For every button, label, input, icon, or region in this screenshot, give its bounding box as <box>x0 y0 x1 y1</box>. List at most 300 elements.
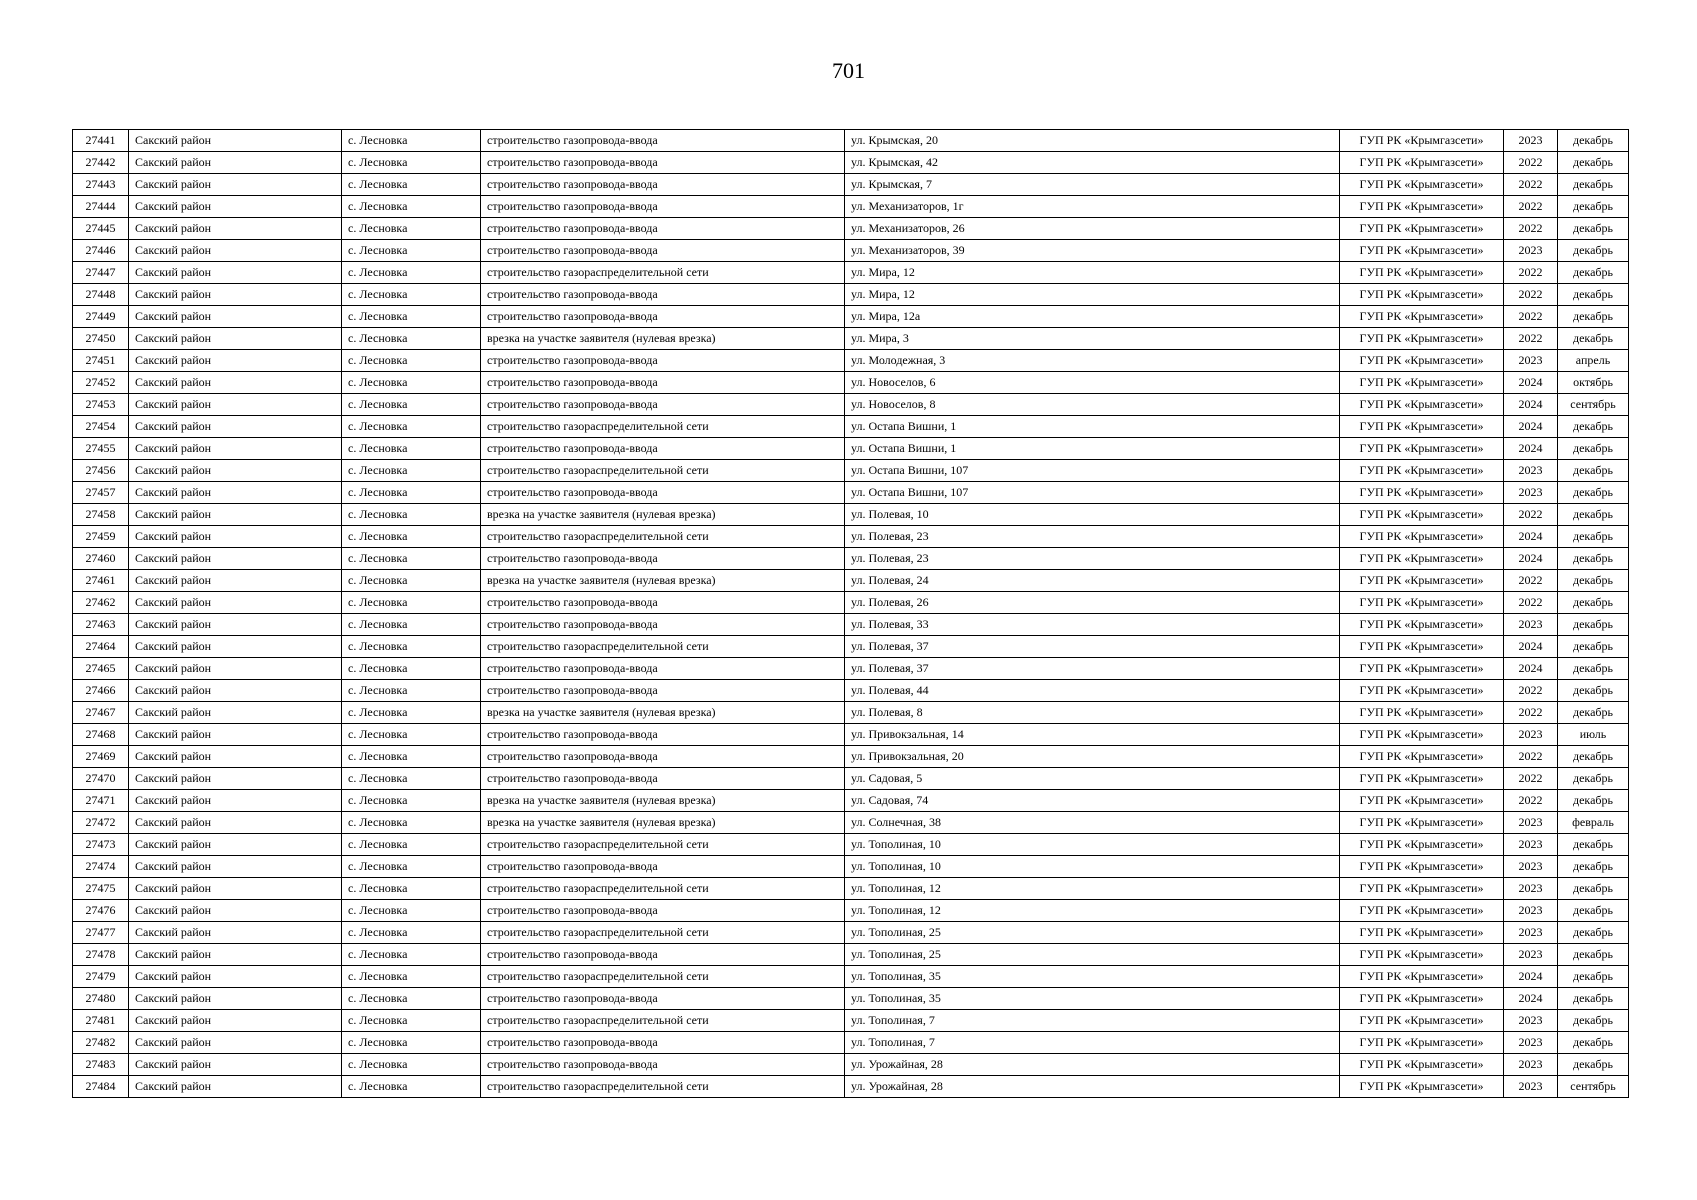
cell-district: Сакский район <box>129 768 342 790</box>
cell-organization: ГУП РК «Крымгазсети» <box>1340 1076 1504 1098</box>
cell-month: февраль <box>1558 812 1629 834</box>
cell-organization: ГУП РК «Крымгазсети» <box>1340 812 1504 834</box>
cell-address: ул. Урожайная, 28 <box>845 1076 1340 1098</box>
cell-record-number: 27475 <box>73 878 129 900</box>
cell-record-number: 27443 <box>73 174 129 196</box>
cell-district: Сакский район <box>129 702 342 724</box>
table-row <box>73 306 1629 328</box>
cell-district: Сакский район <box>129 680 342 702</box>
cell-record-number: 27463 <box>73 614 129 636</box>
table-row <box>73 1076 1629 1098</box>
cell-district: Сакский район <box>129 262 342 284</box>
cell-settlement: с. Лесновка <box>342 526 481 548</box>
cell-settlement: с. Лесновка <box>342 218 481 240</box>
cell-work-type: строительство газопровода-ввода <box>481 130 845 152</box>
cell-settlement: с. Лесновка <box>342 834 481 856</box>
cell-settlement: с. Лесновка <box>342 570 481 592</box>
table-row <box>73 328 1629 350</box>
cell-month: декабрь <box>1558 240 1629 262</box>
cell-record-number: 27483 <box>73 1054 129 1076</box>
cell-work-type: строительство газопровода-ввода <box>481 768 845 790</box>
cell-year: 2024 <box>1504 966 1558 988</box>
cell-district: Сакский район <box>129 284 342 306</box>
cell-district: Сакский район <box>129 1010 342 1032</box>
table-row <box>73 658 1629 680</box>
cell-address: ул. Мира, 3 <box>845 328 1340 350</box>
cell-settlement: с. Лесновка <box>342 922 481 944</box>
cell-organization: ГУП РК «Крымгазсети» <box>1340 988 1504 1010</box>
cell-settlement: с. Лесновка <box>342 482 481 504</box>
cell-address: ул. Новоселов, 8 <box>845 394 1340 416</box>
table-row <box>73 196 1629 218</box>
cell-settlement: с. Лесновка <box>342 1010 481 1032</box>
cell-month: сентябрь <box>1558 394 1629 416</box>
cell-settlement: с. Лесновка <box>342 878 481 900</box>
cell-address: ул. Тополиная, 25 <box>845 922 1340 944</box>
cell-month: декабрь <box>1558 1010 1629 1032</box>
cell-year: 2024 <box>1504 548 1558 570</box>
cell-year: 2022 <box>1504 570 1558 592</box>
cell-organization: ГУП РК «Крымгазсети» <box>1340 284 1504 306</box>
cell-month: декабрь <box>1558 856 1629 878</box>
cell-record-number: 27471 <box>73 790 129 812</box>
cell-organization: ГУП РК «Крымгазсети» <box>1340 790 1504 812</box>
cell-organization: ГУП РК «Крымгазсети» <box>1340 746 1504 768</box>
cell-record-number: 27449 <box>73 306 129 328</box>
cell-work-type: строительство газопровода-ввода <box>481 306 845 328</box>
cell-settlement: с. Лесновка <box>342 130 481 152</box>
cell-work-type: строительство газопровода-ввода <box>481 174 845 196</box>
cell-year: 2024 <box>1504 438 1558 460</box>
cell-address: ул. Мира, 12а <box>845 306 1340 328</box>
cell-work-type: строительство газораспределительной сети <box>481 1010 845 1032</box>
cell-month: декабрь <box>1558 900 1629 922</box>
cell-record-number: 27456 <box>73 460 129 482</box>
cell-month: декабрь <box>1558 658 1629 680</box>
cell-record-number: 27467 <box>73 702 129 724</box>
table-row <box>73 416 1629 438</box>
cell-month: декабрь <box>1558 570 1629 592</box>
cell-address: ул. Полевая, 26 <box>845 592 1340 614</box>
cell-organization: ГУП РК «Крымгазсети» <box>1340 592 1504 614</box>
cell-address: ул. Остапа Вишни, 1 <box>845 438 1340 460</box>
cell-work-type: врезка на участке заявителя (нулевая врезка) <box>481 570 845 592</box>
cell-record-number: 27448 <box>73 284 129 306</box>
cell-record-number: 27460 <box>73 548 129 570</box>
cell-settlement: с. Лесновка <box>342 966 481 988</box>
cell-address: ул. Крымская, 7 <box>845 174 1340 196</box>
table-row <box>73 724 1629 746</box>
cell-organization: ГУП РК «Крымгазсети» <box>1340 680 1504 702</box>
cell-work-type: врезка на участке заявителя (нулевая врезка) <box>481 702 845 724</box>
table-row <box>73 460 1629 482</box>
table-row <box>73 504 1629 526</box>
cell-organization: ГУП РК «Крымгазсети» <box>1340 548 1504 570</box>
cell-work-type: строительство газопровода-ввода <box>481 614 845 636</box>
cell-organization: ГУП РК «Крымгазсети» <box>1340 262 1504 284</box>
cell-district: Сакский район <box>129 1032 342 1054</box>
cell-district: Сакский район <box>129 218 342 240</box>
cell-work-type: строительство газопровода-ввода <box>481 196 845 218</box>
cell-organization: ГУП РК «Крымгазсети» <box>1340 944 1504 966</box>
cell-record-number: 27466 <box>73 680 129 702</box>
cell-work-type: строительство газопровода-ввода <box>481 152 845 174</box>
cell-record-number: 27477 <box>73 922 129 944</box>
cell-organization: ГУП РК «Крымгазсети» <box>1340 526 1504 548</box>
cell-year: 2023 <box>1504 130 1558 152</box>
cell-district: Сакский район <box>129 570 342 592</box>
cell-settlement: с. Лесновка <box>342 702 481 724</box>
table-row <box>73 350 1629 372</box>
cell-record-number: 27446 <box>73 240 129 262</box>
cell-year: 2022 <box>1504 768 1558 790</box>
cell-year: 2022 <box>1504 504 1558 526</box>
cell-work-type: строительство газопровода-ввода <box>481 658 845 680</box>
cell-address: ул. Тополиная, 25 <box>845 944 1340 966</box>
table-row <box>73 636 1629 658</box>
cell-record-number: 27476 <box>73 900 129 922</box>
cell-month: декабрь <box>1558 482 1629 504</box>
cell-record-number: 27472 <box>73 812 129 834</box>
cell-month: апрель <box>1558 350 1629 372</box>
cell-organization: ГУП РК «Крымгазсети» <box>1340 438 1504 460</box>
table-row <box>73 680 1629 702</box>
cell-district: Сакский район <box>129 900 342 922</box>
cell-address: ул. Остапа Вишни, 107 <box>845 460 1340 482</box>
cell-record-number: 27444 <box>73 196 129 218</box>
cell-year: 2023 <box>1504 240 1558 262</box>
cell-month: декабрь <box>1558 702 1629 724</box>
cell-work-type: врезка на участке заявителя (нулевая врезка) <box>481 812 845 834</box>
cell-organization: ГУП РК «Крымгазсети» <box>1340 152 1504 174</box>
cell-settlement: с. Лесновка <box>342 416 481 438</box>
cell-address: ул. Тополиная, 10 <box>845 856 1340 878</box>
cell-district: Сакский район <box>129 482 342 504</box>
cell-address: ул. Механизаторов, 26 <box>845 218 1340 240</box>
table-row <box>73 1054 1629 1076</box>
cell-organization: ГУП РК «Крымгазсети» <box>1340 372 1504 394</box>
cell-month: декабрь <box>1558 1054 1629 1076</box>
cell-month: декабрь <box>1558 834 1629 856</box>
table-row <box>73 790 1629 812</box>
cell-address: ул. Мира, 12 <box>845 262 1340 284</box>
cell-district: Сакский район <box>129 878 342 900</box>
cell-work-type: строительство газопровода-ввода <box>481 592 845 614</box>
table-row <box>73 834 1629 856</box>
cell-organization: ГУП РК «Крымгазсети» <box>1340 878 1504 900</box>
cell-month: декабрь <box>1558 966 1629 988</box>
cell-year: 2024 <box>1504 658 1558 680</box>
cell-settlement: с. Лесновка <box>342 262 481 284</box>
cell-district: Сакский район <box>129 306 342 328</box>
cell-record-number: 27458 <box>73 504 129 526</box>
cell-organization: ГУП РК «Крымгазсети» <box>1340 768 1504 790</box>
cell-work-type: строительство газопровода-ввода <box>481 1054 845 1076</box>
cell-district: Сакский район <box>129 724 342 746</box>
cell-year: 2022 <box>1504 592 1558 614</box>
cell-settlement: с. Лесновка <box>342 592 481 614</box>
cell-year: 2023 <box>1504 900 1558 922</box>
table-row <box>73 130 1629 152</box>
cell-district: Сакский район <box>129 922 342 944</box>
cell-address: ул. Тополиная, 35 <box>845 988 1340 1010</box>
cell-work-type: строительство газораспределительной сети <box>481 526 845 548</box>
cell-year: 2023 <box>1504 878 1558 900</box>
cell-year: 2022 <box>1504 174 1558 196</box>
cell-year: 2024 <box>1504 988 1558 1010</box>
cell-address: ул. Солнечная, 38 <box>845 812 1340 834</box>
cell-organization: ГУП РК «Крымгазсети» <box>1340 130 1504 152</box>
cell-district: Сакский район <box>129 548 342 570</box>
cell-record-number: 27482 <box>73 1032 129 1054</box>
cell-month: июль <box>1558 724 1629 746</box>
cell-month: декабрь <box>1558 548 1629 570</box>
cell-record-number: 27478 <box>73 944 129 966</box>
cell-year: 2022 <box>1504 306 1558 328</box>
cell-address: ул. Полевая, 10 <box>845 504 1340 526</box>
cell-record-number: 27459 <box>73 526 129 548</box>
cell-district: Сакский район <box>129 394 342 416</box>
cell-settlement: с. Лесновка <box>342 504 481 526</box>
table-row <box>73 548 1629 570</box>
cell-address: ул. Привокзальная, 14 <box>845 724 1340 746</box>
cell-settlement: с. Лесновка <box>342 438 481 460</box>
cell-work-type: строительство газопровода-ввода <box>481 746 845 768</box>
cell-district: Сакский район <box>129 196 342 218</box>
cell-year: 2023 <box>1504 350 1558 372</box>
cell-organization: ГУП РК «Крымгазсети» <box>1340 834 1504 856</box>
cell-year: 2022 <box>1504 790 1558 812</box>
page-number: 701 <box>832 58 865 83</box>
table-row <box>73 878 1629 900</box>
cell-organization: ГУП РК «Крымгазсети» <box>1340 966 1504 988</box>
cell-year: 2023 <box>1504 482 1558 504</box>
cell-settlement: с. Лесновка <box>342 306 481 328</box>
cell-year: 2022 <box>1504 702 1558 724</box>
cell-work-type: строительство газораспределительной сети <box>481 460 845 482</box>
table-row <box>73 944 1629 966</box>
cell-address: ул. Тополиная, 35 <box>845 966 1340 988</box>
cell-month: декабрь <box>1558 152 1629 174</box>
cell-year: 2023 <box>1504 460 1558 482</box>
cell-record-number: 27452 <box>73 372 129 394</box>
cell-month: декабрь <box>1558 922 1629 944</box>
cell-settlement: с. Лесновка <box>342 944 481 966</box>
cell-month: декабрь <box>1558 680 1629 702</box>
cell-record-number: 27457 <box>73 482 129 504</box>
cell-work-type: строительство газораспределительной сети <box>481 1076 845 1098</box>
cell-settlement: с. Лесновка <box>342 372 481 394</box>
cell-district: Сакский район <box>129 130 342 152</box>
cell-settlement: с. Лесновка <box>342 900 481 922</box>
table-row <box>73 218 1629 240</box>
cell-district: Сакский район <box>129 1076 342 1098</box>
cell-record-number: 27461 <box>73 570 129 592</box>
cell-record-number: 27445 <box>73 218 129 240</box>
cell-settlement: с. Лесновка <box>342 746 481 768</box>
table-row <box>73 812 1629 834</box>
cell-work-type: строительство газопровода-ввода <box>481 548 845 570</box>
cell-work-type: строительство газопровода-ввода <box>481 284 845 306</box>
cell-month: декабрь <box>1558 416 1629 438</box>
cell-year: 2023 <box>1504 614 1558 636</box>
cell-address: ул. Привокзальная, 20 <box>845 746 1340 768</box>
cell-record-number: 27442 <box>73 152 129 174</box>
cell-settlement: с. Лесновка <box>342 196 481 218</box>
cell-year: 2022 <box>1504 196 1558 218</box>
cell-year: 2024 <box>1504 416 1558 438</box>
cell-record-number: 27484 <box>73 1076 129 1098</box>
cell-year: 2024 <box>1504 636 1558 658</box>
table-row <box>73 372 1629 394</box>
cell-settlement: с. Лесновка <box>342 856 481 878</box>
cell-year: 2022 <box>1504 680 1558 702</box>
cell-year: 2024 <box>1504 372 1558 394</box>
cell-month: декабрь <box>1558 636 1629 658</box>
table-row <box>73 174 1629 196</box>
cell-organization: ГУП РК «Крымгазсети» <box>1340 504 1504 526</box>
table-row <box>73 262 1629 284</box>
cell-organization: ГУП РК «Крымгазсети» <box>1340 1032 1504 1054</box>
cell-settlement: с. Лесновка <box>342 284 481 306</box>
cell-district: Сакский район <box>129 988 342 1010</box>
cell-month: декабрь <box>1558 878 1629 900</box>
table-row <box>73 768 1629 790</box>
cell-settlement: с. Лесновка <box>342 1032 481 1054</box>
cell-work-type: строительство газопровода-ввода <box>481 372 845 394</box>
cell-year: 2023 <box>1504 724 1558 746</box>
cell-work-type: строительство газораспределительной сети <box>481 834 845 856</box>
cell-year: 2023 <box>1504 922 1558 944</box>
cell-settlement: с. Лесновка <box>342 394 481 416</box>
cell-settlement: с. Лесновка <box>342 548 481 570</box>
cell-settlement: с. Лесновка <box>342 636 481 658</box>
cell-address: ул. Тополиная, 7 <box>845 1032 1340 1054</box>
cell-organization: ГУП РК «Крымгазсети» <box>1340 174 1504 196</box>
cell-organization: ГУП РК «Крымгазсети» <box>1340 900 1504 922</box>
cell-month: декабрь <box>1558 1032 1629 1054</box>
cell-work-type: строительство газораспределительной сети <box>481 922 845 944</box>
cell-month: декабрь <box>1558 614 1629 636</box>
cell-work-type: врезка на участке заявителя (нулевая врезка) <box>481 328 845 350</box>
table-row <box>73 152 1629 174</box>
table-row <box>73 966 1629 988</box>
cell-settlement: с. Лесновка <box>342 240 481 262</box>
cell-organization: ГУП РК «Крымгазсети» <box>1340 614 1504 636</box>
cell-address: ул. Тополиная, 12 <box>845 900 1340 922</box>
cell-settlement: с. Лесновка <box>342 724 481 746</box>
cell-record-number: 27450 <box>73 328 129 350</box>
cell-settlement: с. Лесновка <box>342 680 481 702</box>
cell-district: Сакский район <box>129 438 342 460</box>
cell-address: ул. Садовая, 74 <box>845 790 1340 812</box>
cell-year: 2023 <box>1504 1076 1558 1098</box>
table-row <box>73 526 1629 548</box>
cell-month: декабрь <box>1558 262 1629 284</box>
cell-settlement: с. Лесновка <box>342 1054 481 1076</box>
cell-work-type: строительство газопровода-ввода <box>481 724 845 746</box>
cell-settlement: с. Лесновка <box>342 328 481 350</box>
cell-district: Сакский район <box>129 372 342 394</box>
cell-year: 2022 <box>1504 284 1558 306</box>
cell-district: Сакский район <box>129 636 342 658</box>
cell-year: 2023 <box>1504 812 1558 834</box>
cell-address: ул. Полевая, 37 <box>845 658 1340 680</box>
cell-district: Сакский район <box>129 460 342 482</box>
registry-table <box>72 129 1629 1098</box>
cell-work-type: строительство газораспределительной сети <box>481 636 845 658</box>
cell-settlement: с. Лесновка <box>342 988 481 1010</box>
cell-record-number: 27451 <box>73 350 129 372</box>
cell-settlement: с. Лесновка <box>342 174 481 196</box>
cell-organization: ГУП РК «Крымгазсети» <box>1340 240 1504 262</box>
cell-record-number: 27441 <box>73 130 129 152</box>
cell-record-number: 27453 <box>73 394 129 416</box>
cell-work-type: строительство газопровода-ввода <box>481 944 845 966</box>
cell-record-number: 27473 <box>73 834 129 856</box>
cell-organization: ГУП РК «Крымгазсети» <box>1340 702 1504 724</box>
table-row <box>73 284 1629 306</box>
cell-address: ул. Полевая, 24 <box>845 570 1340 592</box>
cell-month: декабрь <box>1558 306 1629 328</box>
cell-work-type: строительство газопровода-ввода <box>481 1032 845 1054</box>
cell-year: 2022 <box>1504 218 1558 240</box>
cell-month: декабрь <box>1558 746 1629 768</box>
cell-district: Сакский район <box>129 350 342 372</box>
table-row <box>73 746 1629 768</box>
cell-month: декабрь <box>1558 592 1629 614</box>
cell-month: декабрь <box>1558 174 1629 196</box>
cell-month: декабрь <box>1558 944 1629 966</box>
cell-month: декабрь <box>1558 460 1629 482</box>
cell-work-type: врезка на участке заявителя (нулевая врезка) <box>481 790 845 812</box>
cell-district: Сакский район <box>129 504 342 526</box>
cell-organization: ГУП РК «Крымгазсети» <box>1340 1010 1504 1032</box>
cell-organization: ГУП РК «Крымгазсети» <box>1340 724 1504 746</box>
cell-address: ул. Тополиная, 10 <box>845 834 1340 856</box>
cell-settlement: с. Лесновка <box>342 812 481 834</box>
cell-settlement: с. Лесновка <box>342 460 481 482</box>
cell-record-number: 27479 <box>73 966 129 988</box>
cell-organization: ГУП РК «Крымгазсети» <box>1340 636 1504 658</box>
cell-work-type: строительство газораспределительной сети <box>481 262 845 284</box>
cell-organization: ГУП РК «Крымгазсети» <box>1340 1054 1504 1076</box>
cell-work-type: строительство газораспределительной сети <box>481 416 845 438</box>
cell-settlement: с. Лесновка <box>342 350 481 372</box>
cell-work-type: строительство газопровода-ввода <box>481 350 845 372</box>
cell-month: декабрь <box>1558 328 1629 350</box>
cell-month: декабрь <box>1558 790 1629 812</box>
cell-organization: ГУП РК «Крымгазсети» <box>1340 482 1504 504</box>
cell-month: октябрь <box>1558 372 1629 394</box>
cell-organization: ГУП РК «Крымгазсети» <box>1340 328 1504 350</box>
cell-record-number: 27474 <box>73 856 129 878</box>
cell-work-type: строительство газопровода-ввода <box>481 240 845 262</box>
cell-record-number: 27455 <box>73 438 129 460</box>
table-row <box>73 482 1629 504</box>
cell-address: ул. Урожайная, 28 <box>845 1054 1340 1076</box>
cell-year: 2024 <box>1504 394 1558 416</box>
cell-organization: ГУП РК «Крымгазсети» <box>1340 922 1504 944</box>
cell-month: декабрь <box>1558 438 1629 460</box>
cell-district: Сакский район <box>129 592 342 614</box>
cell-organization: ГУП РК «Крымгазсети» <box>1340 856 1504 878</box>
cell-address: ул. Остапа Вишни, 107 <box>845 482 1340 504</box>
cell-year: 2022 <box>1504 328 1558 350</box>
cell-record-number: 27464 <box>73 636 129 658</box>
cell-settlement: с. Лесновка <box>342 152 481 174</box>
cell-record-number: 27469 <box>73 746 129 768</box>
